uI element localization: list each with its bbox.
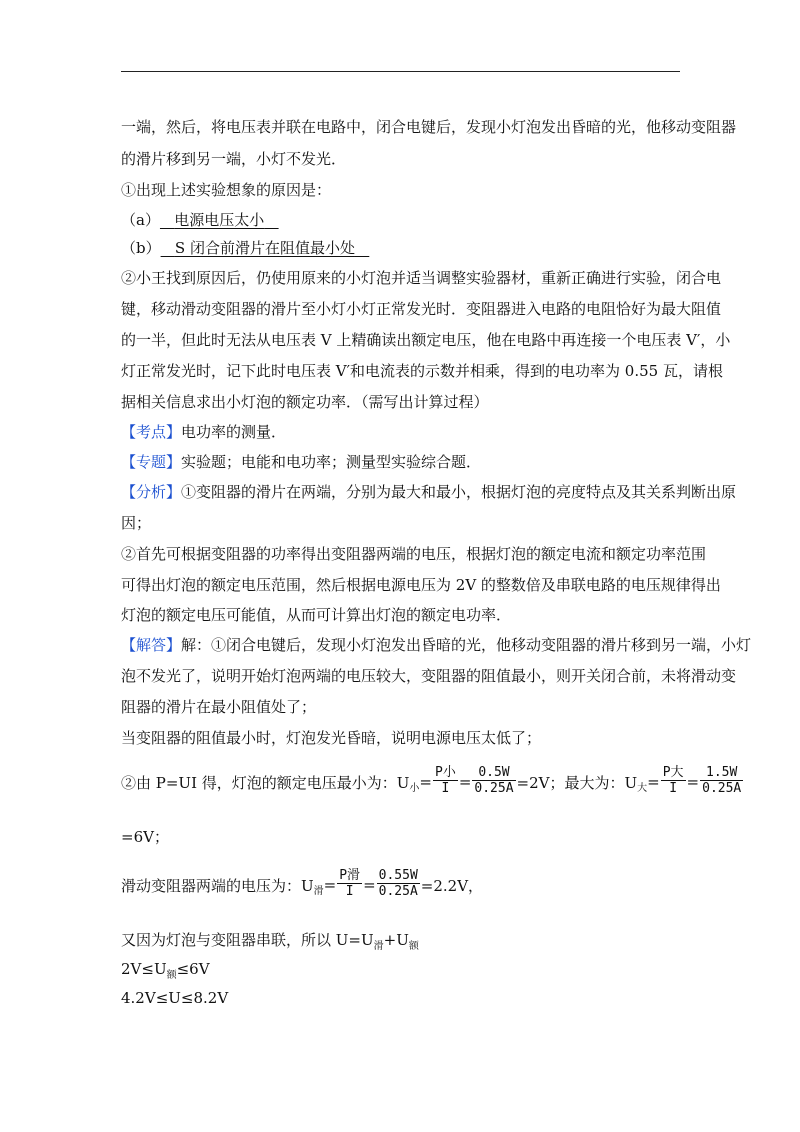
jieda-line-4: 当变阻器的阻值最小时，灯泡发光昏暗，说明电源电压太低了；	[121, 729, 542, 747]
kaodian-text: 电功率的测量．	[181, 423, 287, 441]
eq1-fraction-2: $\frac{0.5W}{0.25A}$	[474, 764, 514, 796]
equation-series: 又因为灯泡与变阻器串联，所以 $U=U_滑+U_额$	[121, 931, 419, 952]
inequality-supply-voltage: 4.2V≤U≤8.2V	[121, 989, 229, 1007]
answer-b-prefix: （b）	[121, 239, 161, 257]
question-line-1: 一端，然后，将电压表并联在电路中，闭合电键后，发现小灯泡发出昏暗的光，他移动变阻器	[121, 118, 737, 136]
jieda-tag: 【解答】	[121, 636, 182, 654]
answer-b	[121, 238, 369, 258]
jieda-line-1	[121, 635, 751, 655]
answer-a-prefix: （a）	[121, 211, 160, 229]
fenxi-line-3: ②首先可根据变阻器的功率得出变阻器两端的电压，根据灯泡的额定电流和额定功率范围	[121, 545, 707, 563]
kaodian-tag: 【考点】	[121, 423, 182, 441]
question-line-6: 的一半，但此时无法从电压表 V 上精确读出额定电压，他在电路中再连接一个电压表 V′，小	[121, 331, 731, 349]
answer-a-text: 电源电压太小	[174, 211, 265, 229]
fenxi-line-2: 因；	[121, 514, 152, 532]
eq1-result-min: =2V；最大为：U	[516, 773, 638, 792]
question-line-2: 的滑片移到另一端，小灯不发光．	[121, 150, 347, 168]
eq2-fraction-2: $\frac{0.55W}{0.25A}$	[378, 867, 418, 899]
zhuanti-text: 实验题；电能和电功率；测量型实验综合题．	[181, 453, 482, 471]
kaodian-line	[121, 422, 286, 442]
question-line-7: 灯正常发光时，记下此时电压表 V′和电流表的示数并相乘，得到的电功率为 0.55 瓦，请根	[121, 362, 723, 380]
zhuanti-line	[121, 452, 481, 472]
eq2-prefix: 滑动变阻器两端的电压为：U	[121, 876, 314, 895]
eq1-fraction-4: $\frac{1.5W}{0.25A}$	[702, 764, 742, 796]
question-line-5: 键，移动滑动变阻器的滑片至小灯小灯正常发光时．变阻器进入电路的电阻恰好为最大阻值	[121, 300, 722, 318]
header-rule	[121, 71, 680, 72]
eq1-prefix: ②由 P=UI 得，灯泡的额定电压最小为：U	[121, 773, 410, 792]
fenxi-line-5: 灯泡的额定电压可能值，从而可计算出灯泡的额定电功率．	[121, 606, 512, 624]
zhuanti-tag: 【专题】	[121, 453, 182, 471]
question-line-4: ②小王找到原因后，仍使用原来的小灯泡并适当调整实验器材，重新正确进行实验，闭合电	[121, 269, 722, 287]
eq1-fraction-1: $\frac{\text{P小}}{I}$	[435, 764, 456, 796]
eq1-sub-max: 大	[637, 782, 648, 794]
answer-b-text: S 闭合前滑片在阻值最小处	[174, 239, 355, 257]
answer-a	[121, 210, 279, 230]
fenxi-text-1: ①变阻器的滑片在两端，分别为最大和最小，根据灯泡的亮度特点及其关系判断出原	[181, 483, 737, 501]
eq2-result: =2.2V，	[420, 876, 484, 895]
eq1-fraction-3: $\frac{\text{P大}}{I}$	[662, 764, 684, 796]
jieda-line-3: 阻器的滑片在最小阻值处了；	[121, 698, 317, 716]
fenxi-line-4: 可得出灯泡的额定电压范围，然后根据电源电压为 2V 的整数倍及串联电路的电压规律得出	[121, 576, 721, 594]
equation-rheostat-voltage: 滑动变阻器两端的电压为：U 滑 = $\frac{\text{P滑}}{I}$ = $\frac{0.55W}{0.25A}$ =2.2V，	[121, 867, 484, 899]
eq2-sub: 滑	[313, 885, 324, 897]
inequality-rated-voltage: $2V\le U_额\le 6V$	[121, 960, 210, 981]
question-line-3: ①出现上述实验想象的原因是：	[121, 181, 332, 199]
eq2-fraction-1: $\frac{\text{P滑}}{I}$	[339, 867, 361, 899]
fenxi-tag: 【分析】	[121, 483, 182, 501]
jieda-text-1: 解：①闭合电键后，发现小灯泡发出昏暗的光，他移动变阻器的滑片移到另一端，小灯	[181, 636, 752, 654]
question-line-8: 据相关信息求出小灯泡的额定功率．（需写出计算过程）	[121, 393, 489, 411]
equation-voltage-range: ②由 P=UI 得，灯泡的额定电压最小为：U 小 = $\frac{\text{P小}}{I}$ = $\frac{0.5W}{0.25A}$ =2V；最大为：U 大 = $\frac{\text{P大}}{I}$ = $\frac{1.5W}{0.25A}$	[121, 764, 742, 796]
eq1-sub-min: 小	[409, 782, 420, 794]
equation-voltage-max-result: =6V；	[121, 828, 169, 846]
jieda-line-2: 泡不发光了，说明开始灯泡两端的电压较大，变阻器的阻值最小，则开关闭合前，未将滑动变	[121, 667, 737, 685]
fenxi-line-1	[121, 482, 736, 502]
